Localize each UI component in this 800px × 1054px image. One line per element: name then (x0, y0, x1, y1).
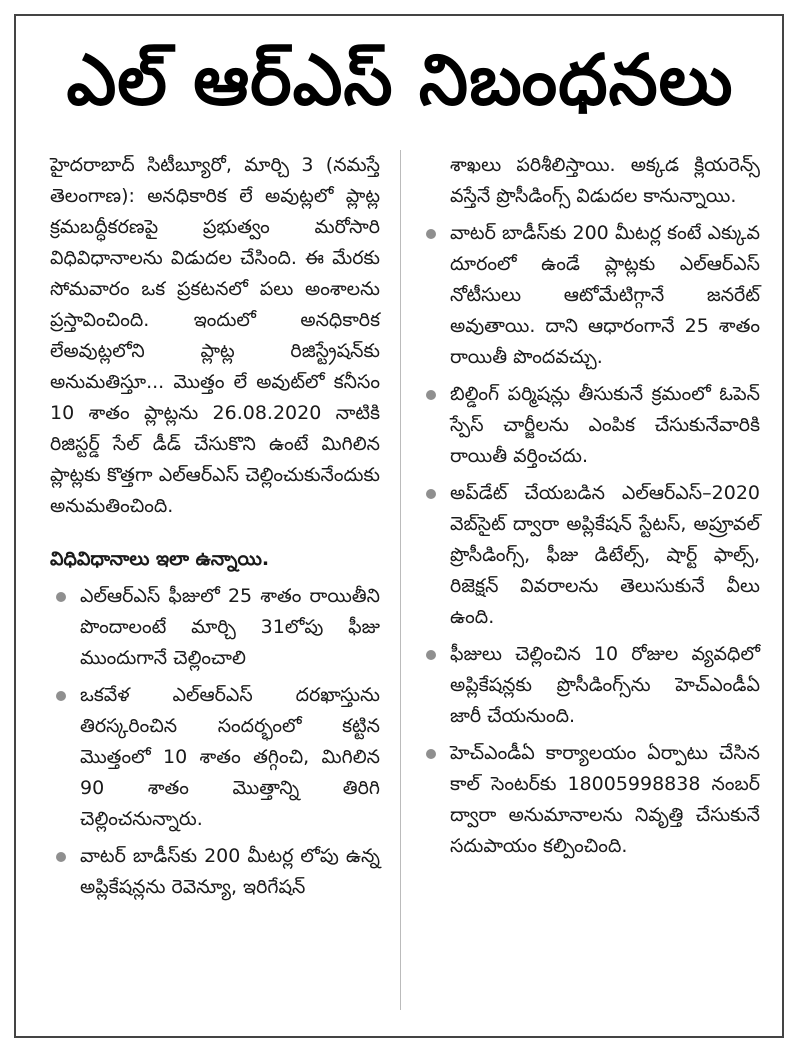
list-item (420, 379, 760, 472)
bullet-text: అప్‌డేట్ చేయబడిన ఎల్ఆర్ఎస్–2020 వెబ్‌సైట్ ద్వారా అప్లికేషన్ స్టేటస్, అప్రూవల్ ప్రొసీడింగ్స్, ఫీజు డిటేల్స్, షార్ట్ ఫాల్స్, రిజెక్షన్ వివరాలను తెలుసుకునే వీలు ఉంది. (450, 482, 760, 628)
bullet-icon (426, 489, 436, 499)
bullet-text: వాటర్ బాడీస్‌కు 200 మీటర్ల లోపు ఉన్న అప్లికేషన్లను రెవెన్యూ, ఇరిగేషన్ (80, 845, 380, 898)
bullet-icon (56, 852, 66, 862)
bullet-icon (426, 390, 436, 400)
bullet-icon (426, 650, 436, 660)
list-item (420, 738, 760, 862)
bullet-text: హెచ్ఎండీఏ కార్యాలయం ఏర్పాటు చేసిన కాల్ సెంటర్‌కు 18005998838 నంబర్ ద్వారా అనుమానాలను నివృత్తి చేసుకునే సదుపాయం కల్పించింది. (450, 742, 760, 857)
list-item (50, 841, 380, 903)
bullet-icon (426, 749, 436, 759)
list-item (420, 218, 760, 373)
column-divider (400, 150, 401, 1010)
bullet-text: ఫీజులు చెల్లించిన 10 రోజుల వ్యవధిలో అప్లికేషన్లకు ప్రొసీడింగ్స్‌ను హెచ్ఎండీఏ జారీ చేయనుంది. (450, 643, 760, 727)
bullet-text: ఎల్ఆర్ఎస్ ఫీజులో 25 శాతం రాయితీని పొందాలంటే మార్చి 31లోపు ఫీజు ముందుగానే చెల్లించాలి (80, 585, 380, 669)
right-bullet-list (420, 218, 760, 862)
bullet-icon (56, 592, 66, 602)
bullet-icon (56, 691, 66, 701)
left-bullet-list (50, 581, 380, 903)
list-item (50, 680, 380, 835)
right-column (420, 150, 760, 862)
list-item (50, 581, 380, 674)
bullet-text: ఒకవేళ ఎల్ఆర్ఎస్ దరఖాస్తును తిరస్కరించిన సందర్భంలో కట్టిన మొత్తంలో 10 శాతం తగ్గించి, మిగిలిన 90 శాతం మొత్తాన్ని తిరిగి చెల్లించనున్నారు. (80, 684, 380, 830)
intro-paragraph: హైదరాబాద్ సిటీబ్యూరో, మార్చి 3 (నమస్తే తెలంగాణ): అనధికారిక లే అవుట్లలో ప్లాట్ల క్రమబద్ధీకరణపై ప్రభుత్వం మరోసారి విధివిధానాలను విడుదల చేసింది. ఈ మేరకు సోమవారం ఒక ప్రకటనలో పలు అంశాలను ప్రస్తావించింది. ఇందులో అనధికారిక లేఅవుట్లలోని ప్లాట్ల రిజిస్ట్రేషన్‌కు అనుమతిస్తూ... మొత్తం లే అవుట్‌లో కనీసం 10 శాతం ప్లాట్లను 26.08.2020 నాటికి రిజిస్టర్డ్ సేల్ డీడ్ చేసుకొని ఉంటే మిగిలిన ప్లాట్లకు కొత్తగా ఎల్ఆర్ఎస్ చెల్లించుకునేందుకు అనుమతించింది. (50, 154, 380, 517)
bullet-text: వాటర్ బాడీస్‌కు 200 మీటర్ల కంటే ఎక్కువ దూరంలో ఉండే ప్లాట్లకు ఎల్ఆర్ఎస్ నోటీసులు ఆటోమేటిగ్గానే జనరేట్ అవుతాయి. దాని ఆధారంగానే 25 శాతం రాయితీ పొందవచ్చు. (450, 222, 760, 368)
bullet-icon (426, 229, 436, 239)
left-column (50, 150, 380, 903)
list-item (420, 478, 760, 633)
article-headline: ఎల్ ఆర్ఎస్ నిబంధనలు (66, 39, 734, 121)
rules-subheading: విధివిధానాలు ఇలా ఉన్నాయి. (50, 548, 270, 570)
list-item (420, 639, 760, 732)
bullet-text: బిల్డింగ్ పర్మిషన్లు తీసుకునే క్రమంలో ఓపెన్ స్పేస్ చార్జీలను ఎంపిక చేసుకునేవారికి రాయితీ వర్తించదు. (450, 383, 760, 467)
continued-text: శాఖలు పరిశీలిస్తాయి. అక్కడ క్లియరెన్స్ వస్తేనే ప్రొసీడింగ్స్ విడుదల కానున్నాయి. (450, 154, 760, 207)
